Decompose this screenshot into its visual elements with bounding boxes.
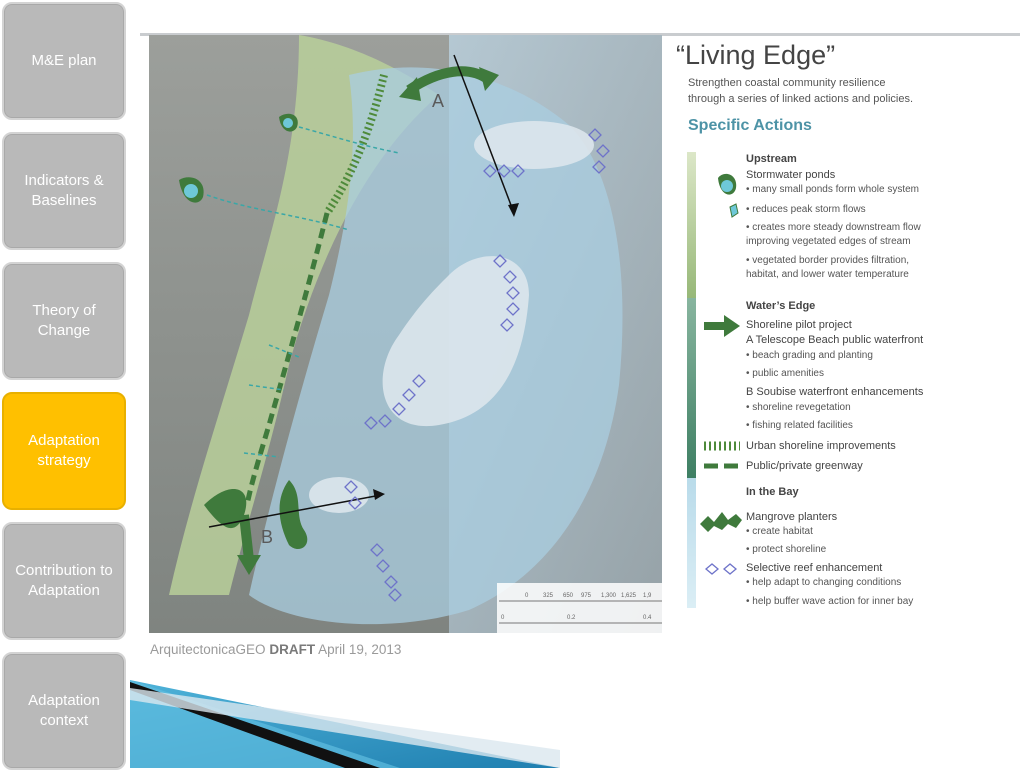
urban-shoreline-icon xyxy=(704,441,740,451)
tab-label: Theory of Change xyxy=(32,302,96,339)
scale-tick: 975 xyxy=(581,593,592,599)
legend-bullet: • public amenities xyxy=(746,368,824,379)
legend-bullet: • help buffer wave action for inner bay xyxy=(746,596,914,607)
in-the-bay-title: In the Bay xyxy=(746,486,799,498)
soubise-label: B Soubise waterfront enhancements xyxy=(746,386,924,398)
reef-enhancement-icon xyxy=(704,563,740,575)
scale-tick: 650 xyxy=(563,593,574,599)
map-label-b: B xyxy=(261,527,274,547)
scale-tick: 1,625 xyxy=(621,593,637,599)
credit-date: April 19, 2013 xyxy=(318,642,402,657)
scale-tick: 0 xyxy=(501,615,505,621)
legend-bullet: • protect shoreline xyxy=(746,544,827,555)
waters-edge-title: Water’s Edge xyxy=(746,300,816,312)
small-pond-icon xyxy=(728,203,740,219)
legend-zone-bar xyxy=(687,152,696,608)
specific-actions-heading: Specific Actions xyxy=(688,117,812,134)
legend-bullet: • reduces peak storm flows xyxy=(746,204,866,215)
tab-indicators-baselines[interactable] xyxy=(2,132,126,250)
scale-tick: 325 xyxy=(543,593,554,599)
stormwater-pond-icon xyxy=(714,170,740,200)
map-credit xyxy=(150,642,401,657)
tab-theory-of-change[interactable] xyxy=(2,262,126,380)
tab-contribution-to-adaptation[interactable] xyxy=(2,522,126,640)
legend-bullet: improving vegetated edges of stream xyxy=(746,236,911,247)
scale-tick: 0.4 xyxy=(643,615,652,621)
urban-shoreline-label: Urban shoreline improvements xyxy=(746,440,896,452)
scale-tick: 0 xyxy=(525,593,529,599)
mangrove-planter-icon xyxy=(700,510,742,532)
shoreline-arrow-icon xyxy=(704,315,740,337)
map-legend xyxy=(676,40,1006,620)
upstream-title: Upstream xyxy=(746,153,797,165)
legend-subtitle-line: through a series of linked actions and policies. xyxy=(688,93,914,105)
legend-bullet: • fishing related facilities xyxy=(746,420,853,431)
shoreline-pilot-label: Shoreline pilot project xyxy=(746,319,852,331)
legend-bullet: habitat, and lower water temperature xyxy=(746,269,909,280)
tab-label: M&E plan xyxy=(31,52,97,69)
legend-bullet: • create habitat xyxy=(746,526,813,537)
legend-title: “Living Edge” xyxy=(676,40,836,70)
legend-bullet: • vegetated border provides filtration, xyxy=(746,255,910,266)
tab-label: Indicators & Baselines xyxy=(24,172,104,209)
tab-label: Adaptation strategy xyxy=(28,432,100,469)
map-label-a: A xyxy=(432,91,445,111)
reef-label: Selective reef enhancement xyxy=(746,562,883,574)
legend-bullet: • many small ponds form whole system xyxy=(746,184,920,195)
legend-bullet: • help adapt to changing conditions xyxy=(746,577,902,588)
greenway-icon xyxy=(704,462,740,470)
greenway-label: Public/private greenway xyxy=(746,460,863,472)
map-graphic xyxy=(149,35,662,633)
legend-subtitle xyxy=(688,75,988,107)
legend-bullet: • beach grading and planting xyxy=(746,350,873,361)
stormwater-ponds-label: Stormwater ponds xyxy=(746,169,836,181)
tab-label: Contribution to Adaptation xyxy=(15,562,113,599)
scale-tick: 1,9 xyxy=(643,593,652,599)
legend-subtitle-line: Strengthen coastal community resilience xyxy=(688,77,886,89)
legend-bullet: • shoreline revegetation xyxy=(746,402,851,413)
tab-me-plan[interactable] xyxy=(2,2,126,120)
credit-org: ArquitectonicaGEO xyxy=(150,642,266,657)
tab-adaptation-strategy[interactable] xyxy=(2,392,126,510)
tab-label: Adaptation context xyxy=(28,692,100,729)
scale-tick: 0.2 xyxy=(567,615,576,621)
decorative-swoosh xyxy=(0,640,560,768)
legend-bullet: • creates more steady downstream flow xyxy=(746,222,921,233)
credit-status: DRAFT xyxy=(269,642,316,657)
telescope-beach-label: A Telescope Beach public waterfront xyxy=(746,334,924,346)
coastal-map xyxy=(149,35,662,633)
mangrove-label: Mangrove planters xyxy=(746,511,838,523)
scale-tick: 1,300 xyxy=(601,593,617,599)
